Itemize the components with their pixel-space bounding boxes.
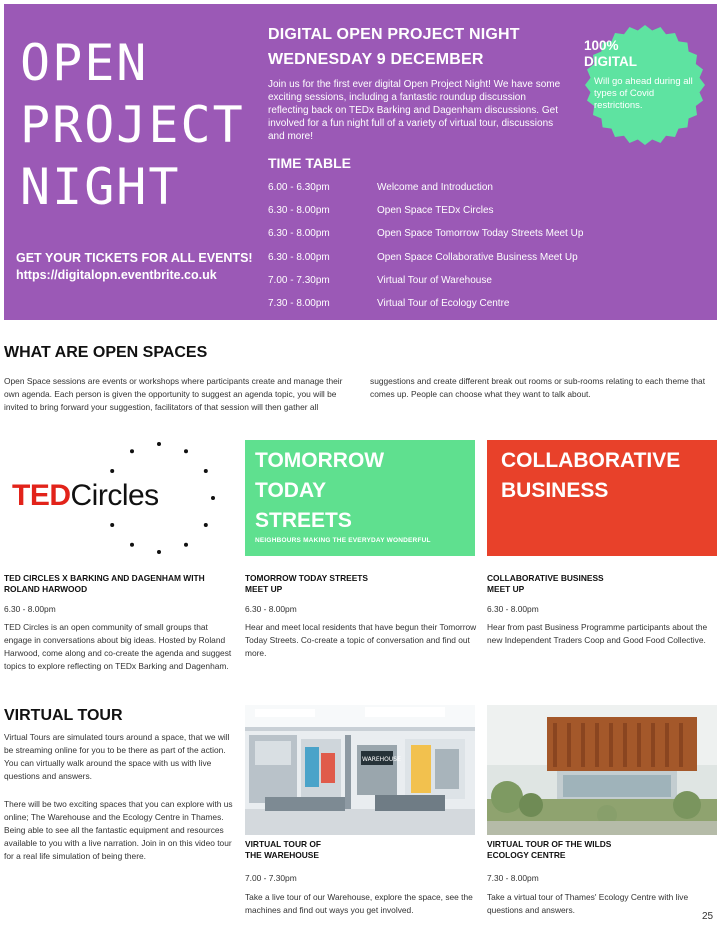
card-time: 6.30 - 8.00pm xyxy=(487,604,539,614)
open-spaces-text-col1: Open Space sessions are events or workshops where participants create and manage their own agenda. Each person is given the opportunity to suggest an agenda topic, you will be invited to bring forward your suggestion, facilitators of that session will then gather all xyxy=(4,376,343,412)
timetable-row xyxy=(268,176,583,199)
circle-dot-icon xyxy=(157,550,161,554)
warehouse-photo xyxy=(245,705,475,835)
tour-title xyxy=(487,839,717,861)
tile-title-line: TODAY xyxy=(255,479,327,502)
event-name: DIGITAL OPEN PROJECT NIGHT xyxy=(268,26,520,43)
header-banner xyxy=(4,4,717,320)
seal-percent: 100% xyxy=(584,38,619,53)
circle-dot-icon xyxy=(204,523,208,527)
card-time: 6.30 - 8.00pm xyxy=(245,604,297,614)
ted-circles-logo xyxy=(4,440,234,556)
timetable-time: 6.30 - 8.00pm xyxy=(268,205,330,217)
tour-description: Take a live tour of our Warehouse, explore the space, see the machines and find out ways you get involved. xyxy=(245,892,473,915)
timetable-time: 6.30 - 8.00pm xyxy=(268,251,330,263)
circle-dot-icon xyxy=(211,496,215,500)
card-title xyxy=(4,573,240,595)
digital-seal-badge xyxy=(584,24,706,146)
card-description: TED Circles is an open community of small groups that engage in conversations about big ideas. Hosted by Roland Harwood, come along and co-create the agenda and suggest topics to explore reflecting on TEDx Barking and Dagenham. xyxy=(4,622,232,671)
card-title-line: MEET UP xyxy=(245,584,283,594)
tickets-link[interactable]: https://digitalopn.eventbrite.co.uk xyxy=(16,268,217,282)
timetable-event: Virtual Tour of Warehouse xyxy=(377,274,492,286)
timetable-row xyxy=(268,269,583,292)
timetable-row xyxy=(268,222,583,245)
tile-title-line: COLLABORATIVE xyxy=(501,449,681,472)
timetable-event: Welcome and Introduction xyxy=(377,182,493,194)
event-title xyxy=(268,22,520,72)
page-title xyxy=(20,32,245,218)
timetable-event: Open Space TEDx Circles xyxy=(377,205,494,217)
timetable-heading: TIME TABLE xyxy=(268,155,351,171)
event-date: WEDNESDAY 9 DECEMBER xyxy=(268,51,484,68)
tour-time: 7.30 - 8.00pm xyxy=(487,873,539,883)
ecology-centre-image-icon xyxy=(487,705,717,835)
collaborative-business-tile xyxy=(487,440,717,556)
title-line: PROJECT xyxy=(20,96,245,154)
ted-circles-wordmark xyxy=(12,476,159,516)
timetable-time: 7.30 - 8.00pm xyxy=(268,298,330,310)
seal-headline xyxy=(584,38,706,70)
timetable-time: 6.00 - 6.30pm xyxy=(268,182,330,194)
virtual-tour-paragraph: There will be two exciting spaces that you can explore with us online; The Warehouse and the Ecology Centre in Thames. Being able to see all the fantastic equipment and resources available to you with a live narration. Join in on this video tour for a real life simulation of being there. xyxy=(4,799,233,861)
card-title-line: TOMORROW TODAY STREETS xyxy=(245,573,369,583)
timetable-row xyxy=(268,199,583,222)
circle-dot-icon xyxy=(110,523,114,527)
event-intro: Join us for the first ever digital Open Project Night! We have some exciting sessions, including a fantastic roundup discussion reflecting back on TEDx Barking and Dagenham discussions. Get involved for a fun night full of a variety of virtual tour, discussions and more! xyxy=(268,79,561,142)
tile-title xyxy=(255,446,384,536)
card-description: Hear from past Business Programme participants about the new Independent Traders Coop and Good Food Collective. xyxy=(487,622,708,645)
card-title-line: ROLAND HARWOOD xyxy=(4,584,88,594)
card-title-line: TED CIRCLES X BARKING AND DAGENHAM WITH xyxy=(4,573,205,583)
tomorrow-today-streets-tile xyxy=(245,440,475,556)
seal-digital: DIGITAL xyxy=(584,54,637,69)
tile-title-line: STREETS xyxy=(255,509,352,532)
circle-dot-icon xyxy=(184,543,188,547)
timetable xyxy=(268,176,583,315)
tickets-text: GET YOUR TICKETS FOR ALL EVENTS! xyxy=(16,251,253,265)
timetable-event: Open Space Collaborative Business Meet Up xyxy=(377,251,578,263)
tour-description: Take a virtual tour of Thames' Ecology Centre with live questions and answers. xyxy=(487,892,689,915)
tile-title xyxy=(501,446,680,506)
card-title xyxy=(487,573,717,595)
timetable-event: Virtual Tour of Ecology Centre xyxy=(377,298,510,310)
ecology-centre-photo xyxy=(487,705,717,835)
circle-dot-icon xyxy=(130,543,134,547)
tour-time: 7.00 - 7.30pm xyxy=(245,873,297,883)
tour-title-line: THE WAREHOUSE xyxy=(245,850,319,860)
ted-wordmark-red: TED xyxy=(12,479,71,512)
title-line: OPEN xyxy=(20,34,149,92)
open-spaces-text-col2: suggestions and create different break out rooms or sub-rooms relating to each theme that comes up. People can choose what they want to talk about. xyxy=(370,376,706,399)
warehouse-sign-text: WAREHOUSE xyxy=(362,756,401,763)
warehouse-image-icon xyxy=(245,705,475,835)
circle-dot-icon xyxy=(204,469,208,473)
card-title-line: COLLABORATIVE BUSINESS xyxy=(487,573,604,583)
title-line: NIGHT xyxy=(20,158,181,216)
timetable-event: Open Space Tomorrow Today Streets Meet Up xyxy=(377,228,584,240)
card-description: Hear and meet local residents that have begun their Tomorrow Today Streets. Co-create a topic of conversation and find out more. xyxy=(245,622,477,658)
seal-note: Will go ahead during all types of Covid restrictions. xyxy=(594,76,693,111)
page-number: 25 xyxy=(702,911,714,922)
card-title xyxy=(245,573,475,595)
timetable-time: 7.00 - 7.30pm xyxy=(268,274,330,286)
card-time: 6.30 - 8.00pm xyxy=(4,604,56,614)
tile-title-line: BUSINESS xyxy=(501,479,609,502)
circles-wordmark: Circles xyxy=(70,479,159,512)
virtual-tour-paragraph: Virtual Tours are simulated tours around a space, that we will be streaming online for you to be there as part of the action. You can virtually walk around the space with us with live questions and answers. xyxy=(4,732,230,781)
circle-dot-icon xyxy=(184,449,188,453)
timetable-row xyxy=(268,292,583,315)
card-title-line: MEET UP xyxy=(487,584,525,594)
tickets-callout xyxy=(16,250,253,284)
tour-title-line: ECOLOGY CENTRE xyxy=(487,850,566,860)
tile-title-line: TOMORROW xyxy=(255,449,385,472)
open-spaces-heading: WHAT ARE OPEN SPACES xyxy=(4,344,208,361)
circle-dot-icon xyxy=(130,449,134,453)
virtual-tour-heading: VIRTUAL TOUR xyxy=(4,707,123,724)
tour-title-line: VIRTUAL TOUR OF xyxy=(245,839,321,849)
tour-title xyxy=(245,839,475,861)
tile-subtitle: NEIGHBOURS MAKING THE EVERYDAY WONDERFUL xyxy=(255,537,431,544)
tour-title-line: VIRTUAL TOUR OF THE WILDS xyxy=(487,839,612,849)
timetable-row xyxy=(268,246,583,269)
circle-dot-icon xyxy=(157,442,161,446)
timetable-time: 6.30 - 8.00pm xyxy=(268,228,330,240)
circle-dot-icon xyxy=(110,469,114,473)
